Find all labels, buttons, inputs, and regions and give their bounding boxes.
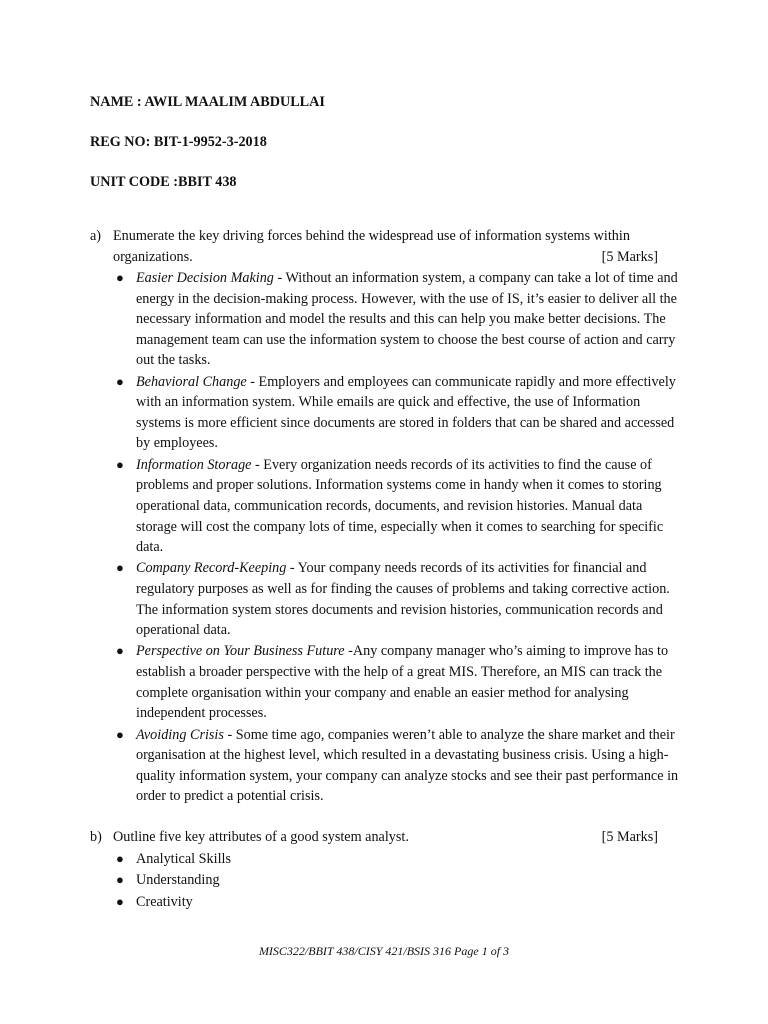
question-a-marks: [5 Marks] bbox=[601, 248, 658, 265]
list-item-body: Analytical Skills bbox=[136, 851, 231, 867]
bullet-icon: ● bbox=[116, 373, 124, 389]
list-item-body: - Your company needs records of its activities for financial and regulatory purposes as well as for finding the causes of problems and taking corrective action. The information system stores documents and revision histories, communication records and operational data. bbox=[136, 560, 670, 639]
list-item-body: Understanding bbox=[136, 872, 220, 889]
list-item-body: Creativity bbox=[136, 893, 193, 910]
question-b-text bbox=[113, 827, 660, 848]
bullet-icon: ● bbox=[116, 643, 124, 659]
bullet-icon: ● bbox=[116, 270, 124, 285]
list-item-body: - Employers and employees can communicate rapidly and more effectively with an information system. While emails are quick and effective, the use of Information systems is more efficient since documents are stored in folders that can be shared and accessed by employees. bbox=[136, 373, 676, 452]
bullet-icon: ● bbox=[116, 456, 124, 472]
list-item bbox=[112, 870, 682, 891]
bullet-icon: ● bbox=[116, 851, 124, 866]
question-a-answer-list bbox=[112, 268, 682, 808]
list-item bbox=[112, 641, 682, 723]
list-item bbox=[112, 558, 682, 640]
list-item-title: Perspective on Your Business Future bbox=[136, 643, 345, 660]
list-item-title: Behavioral Change bbox=[136, 373, 247, 390]
question-b-label: b) bbox=[90, 829, 102, 845]
list-item-title: Company Record-Keeping bbox=[136, 560, 287, 577]
bullet-icon: ● bbox=[116, 726, 124, 742]
list-item-body: - Some time ago, companies weren’t able to analyze the share market and their organisation at the highest level, which resulted in a devastating business crisis. Using a high-quality information system, your company can analyze stocks and see their past performance in order to predict a potential crisis. bbox=[136, 726, 679, 805]
list-item bbox=[112, 455, 682, 558]
question-b bbox=[90, 827, 660, 848]
list-item bbox=[112, 849, 682, 870]
question-a bbox=[90, 226, 660, 267]
list-item-body: -Any company manager who’s aiming to improve has to establish a broader perspective with the help of a great MIS. Therefore, an MIS can track the complete organisation within your company and enable an easier method for analysing independent processes. bbox=[136, 643, 669, 722]
bullet-icon: ● bbox=[116, 560, 124, 576]
page-footer: MISC322/BBIT 438/CISY 421/BSIS 316 Page 1 of 3 bbox=[258, 944, 510, 958]
question-b-marks: [5 Marks] bbox=[601, 829, 658, 845]
question-b-prompt: Outline five key attributes of a good system analyst. bbox=[113, 829, 409, 845]
list-item-title: Easier Decision Making bbox=[136, 270, 274, 286]
question-b-answer-list bbox=[112, 849, 682, 913]
list-item bbox=[112, 892, 682, 913]
list-item bbox=[112, 372, 682, 454]
question-a-label: a) bbox=[90, 228, 102, 244]
list-item bbox=[112, 268, 682, 371]
list-item-title: Avoiding Crisis bbox=[136, 726, 224, 743]
bullet-icon: ● bbox=[116, 872, 124, 888]
list-item bbox=[112, 725, 682, 807]
registration-number: REG NO: BIT-1-9952-3-2018 bbox=[90, 134, 267, 150]
question-a-prompt: Enumerate the key driving forces behind the widespread use of information systems within organizations. bbox=[113, 228, 630, 265]
unit-code: UNIT CODE :BBIT 438 bbox=[90, 174, 237, 190]
bullet-icon: ● bbox=[116, 893, 124, 909]
question-a-text bbox=[113, 226, 660, 267]
student-name: NAME : AWIL MAALIM ABDULLAI bbox=[90, 94, 325, 110]
list-item-title: Information Storage bbox=[136, 456, 252, 473]
list-item-body: - Without an information system, a company can take a lot of time and energy in the decision-making process. However, with the use of IS, it’s easier to deliver all the necessary information and model the results and this can help you make better decisions. The management team can use the information system to choose the best course of action and carry out the tasks. bbox=[136, 270, 678, 369]
list-item-body: - Every organization needs records of its activities to find the cause of problems and proper solutions. Information systems come in handy when it comes to storing operational data, communication records, documents, and revision histories. Manual data storage will cost the company lots of time, especially when it comes to searching for specific data. bbox=[136, 456, 664, 556]
